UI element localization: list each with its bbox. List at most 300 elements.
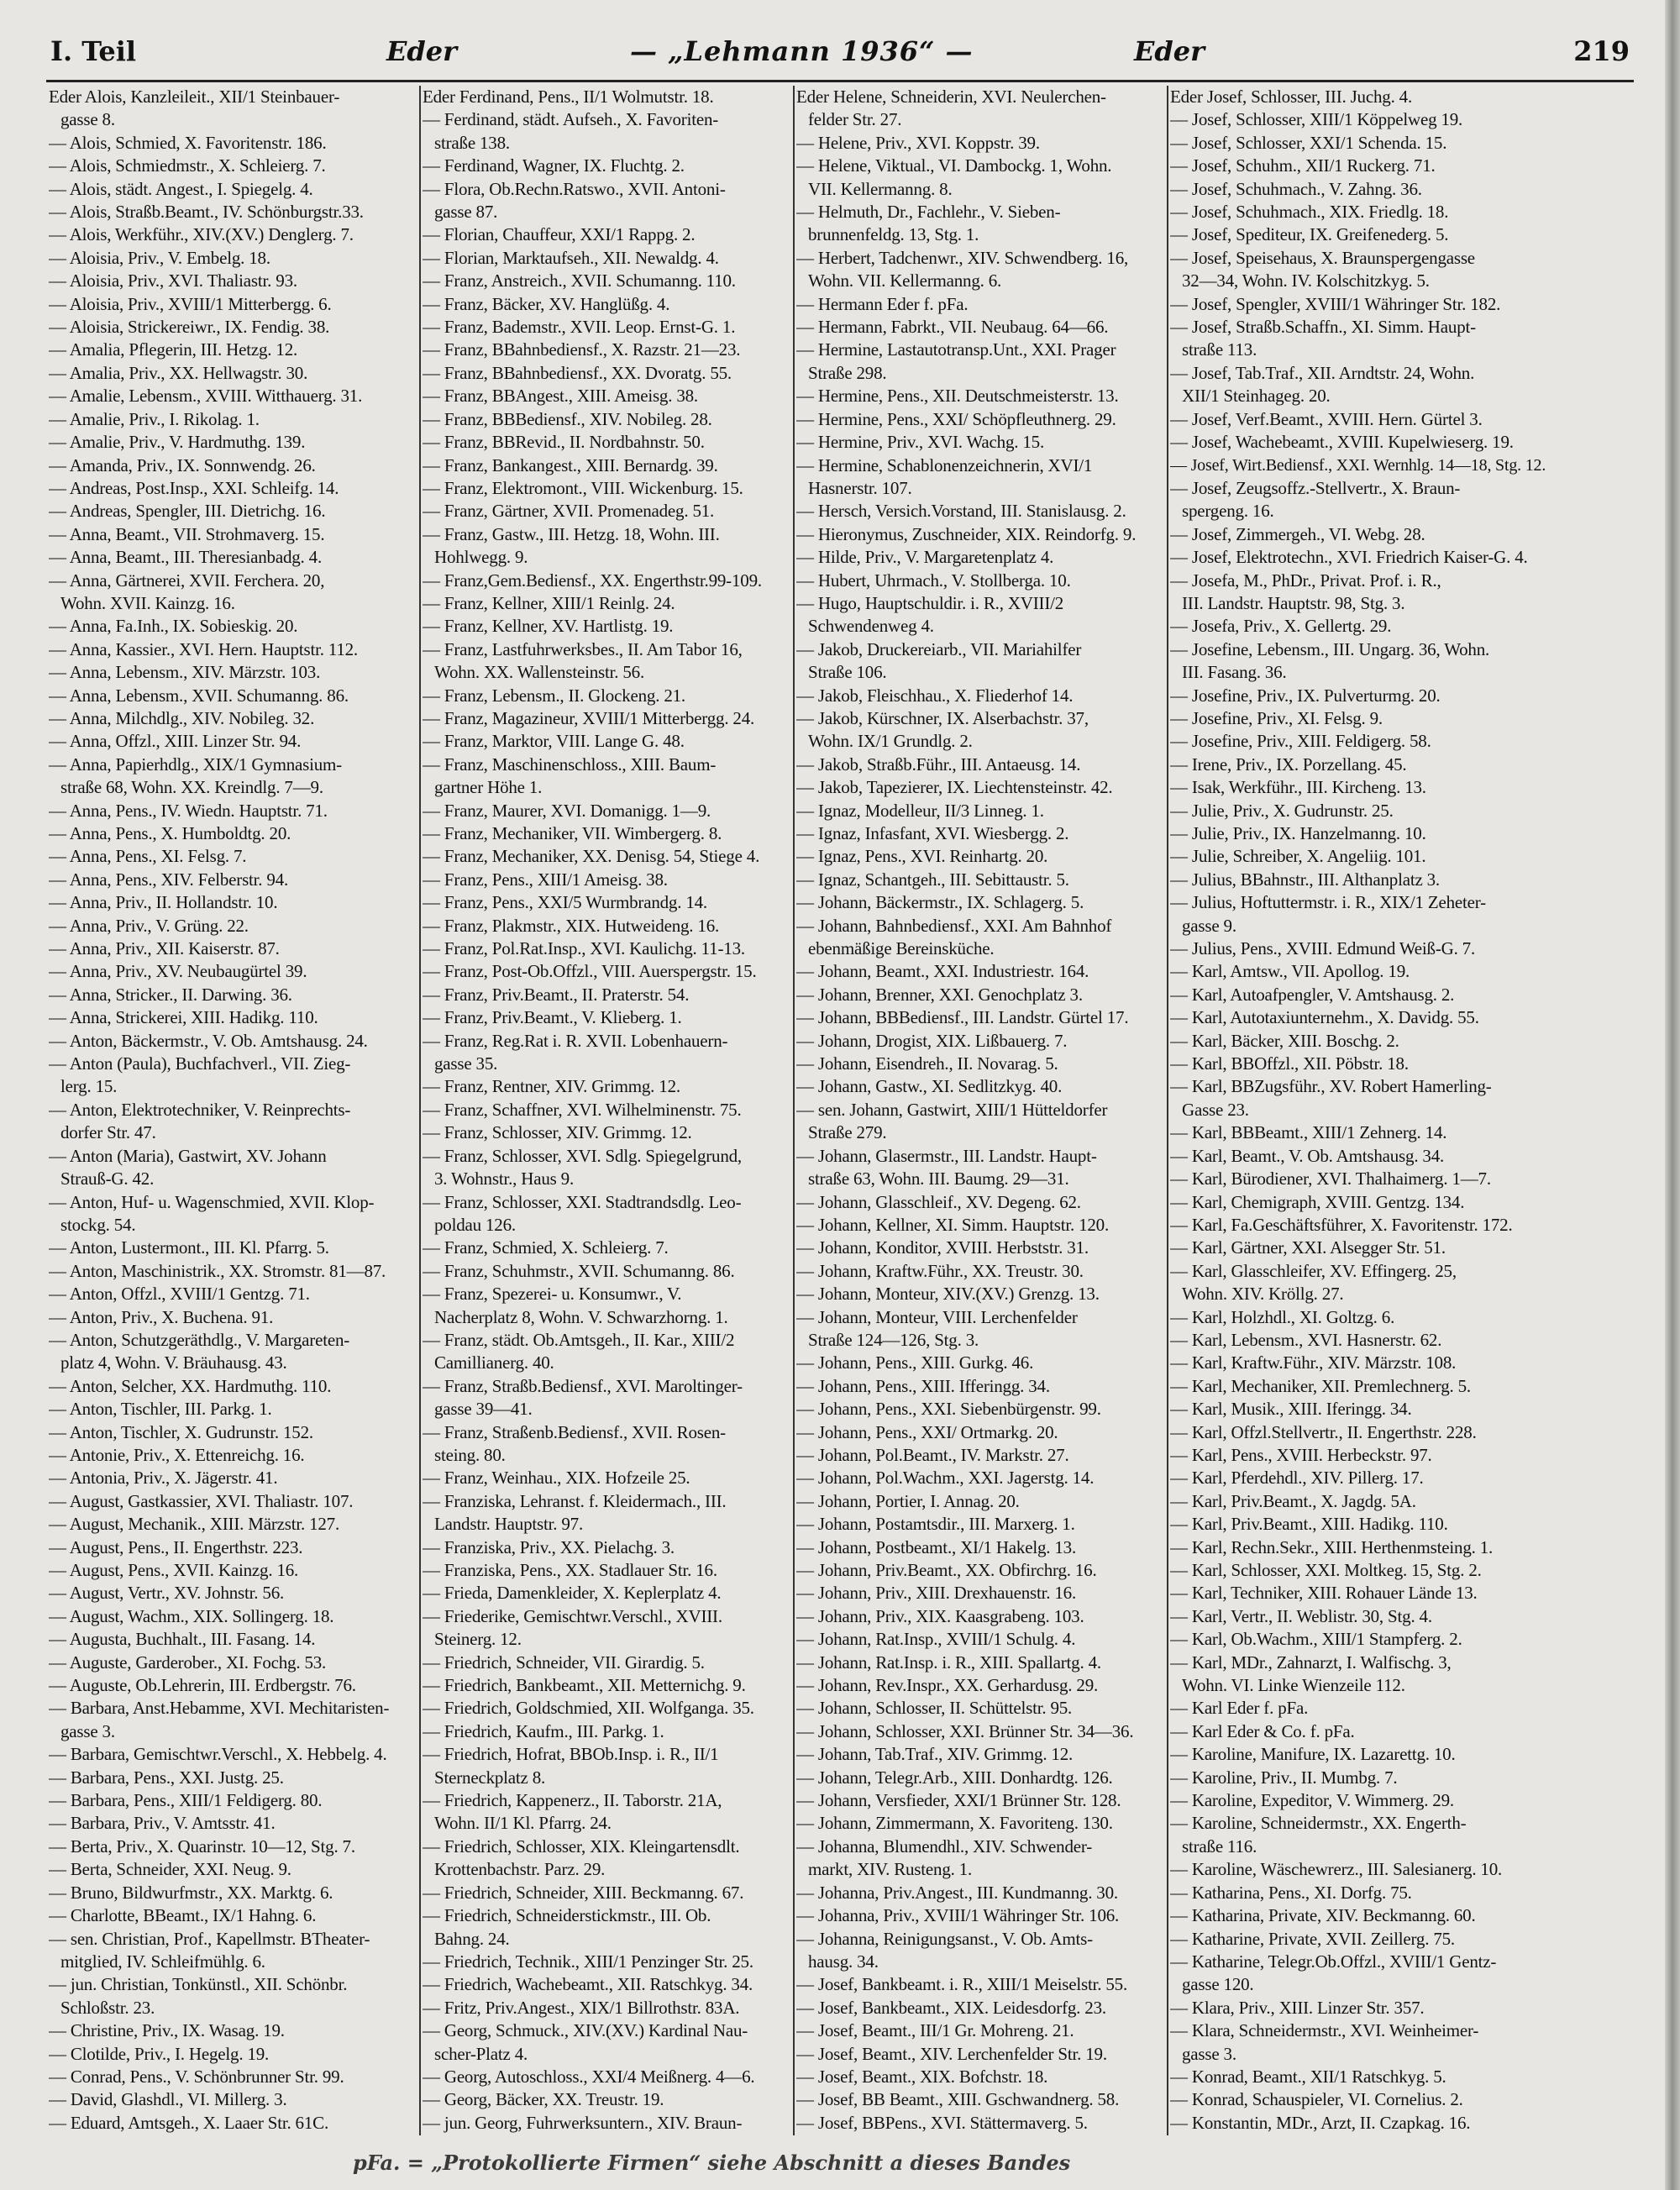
directory-entry-line: — Josef, Beamt., XIV. Lerchenfelder Str. 19.	[796, 2043, 1107, 2064]
directory-entry-line: — Anton (Paula), Buchfachverl., VII. Zieg-	[49, 1053, 351, 1074]
directory-entry-line: — Karl, MDr., Zahnarzt, I. Walfischg. 3,	[1170, 1652, 1452, 1673]
directory-entry-line: — Georg, Schmuck., XIV.(XV.) Kardinal Nau-	[423, 2020, 748, 2041]
directory-entry-line: — sen. Johann, Gastwirt, XIII/1 Hütteldorfer	[796, 1099, 1108, 1120]
directory-entry-line: — Hugo, Hauptschuldir. i. R., XVIII/2	[796, 592, 1064, 613]
directory-entry-line: — Katharine, Private, XVII. Zeillerg. 75.	[1170, 1928, 1455, 1949]
directory-entry-line: — Franziska, Pens., XX. Stadlauer Str. 16.	[423, 1560, 717, 1580]
directory-entry-line: Hasnerstr. 107.	[808, 477, 912, 498]
directory-entry-line: — Anna, Offzl., XIII. Linzer Str. 94.	[49, 731, 302, 752]
directory-entry-line: Gasse 23.	[1182, 1099, 1249, 1120]
directory-entry-line: — Georg, Bäcker, XX. Treustr. 19.	[423, 2089, 664, 2110]
directory-entry-line: — Karl, Priv.Beamt., X. Jagdg. 5A.	[1170, 1490, 1416, 1511]
directory-entry-line: — Josef, Schuhmach., XIX. Friedlg. 18.	[1170, 202, 1449, 223]
directory-entry-line: — Franz, Lebensm., II. Glockeng. 21.	[423, 685, 685, 706]
directory-entry-line: — Andreas, Post.Insp., XXI. Schleifg. 14.	[49, 477, 339, 498]
directory-entry-line: — Franz, Kellner, XV. Hartlistg. 19.	[423, 616, 674, 637]
directory-entry-line: — Josef, Beamt., III/1 Gr. Mohreng. 21.	[796, 2020, 1074, 2041]
directory-entry-line: poldau 126.	[434, 1214, 516, 1235]
directory-entry-line: — Johann, Pens., XIII. Ifferingg. 34.	[796, 1375, 1050, 1396]
directory-entry-line: — Josef, Wirt.Bediensf., XXI. Wernhlg. 14—18, Stg. 12.	[1170, 455, 1546, 475]
column-divider	[1167, 86, 1168, 2135]
directory-entry-line: — Josef, Straßb.Schaffn., XI. Simm. Haupt-	[1170, 317, 1476, 338]
directory-entry-line: — Karl, Techniker, XIII. Rohauer Lände 13.	[1170, 1583, 1478, 1604]
directory-entry-line: — Josef, Tab.Traf., XII. Arndtstr. 24, Wohn.	[1170, 362, 1475, 383]
directory-entry-line: Krottenbachstr. Parz. 29.	[434, 1859, 606, 1880]
directory-entry-line: — Johann, Pens., XIII. Gurkg. 46.	[796, 1352, 1034, 1373]
directory-entry-line: — Johann, Bahnbediensf., XXI. Am Bahnhof	[796, 915, 1112, 936]
directory-entry-line: — Hilde, Priv., V. Margaretenplatz 4.	[796, 547, 1054, 568]
header-left-name: Eder	[386, 35, 457, 67]
directory-entry-line: straße 138.	[434, 132, 510, 153]
directory-entry-line: Straße 124—126, Stg. 3.	[808, 1329, 979, 1350]
directory-entry-line: — Julius, Hoftuttermstr. i. R., XIX/1 Zeheter-	[1170, 892, 1486, 913]
directory-entry-line: — Anna, Milchdlg., XIV. Nobileg. 32.	[49, 707, 315, 728]
directory-entry-line: — Franziska, Priv., XX. Pielachg. 3.	[423, 1536, 675, 1557]
directory-column-1	[49, 86, 433, 2135]
directory-entry-line: — Franz, Mechaniker, VII. Wimbergerg. 8.	[423, 823, 722, 843]
directory-entry-line: straße 68, Wohn. XX. Kreindlg. 7—9.	[60, 777, 323, 798]
directory-entry-line: — August, Vertr., XV. Johnstr. 56.	[49, 1583, 285, 1604]
directory-entry-line: — Karl, Bürodiener, XVI. Thalhaimerg. 1—7.	[1170, 1169, 1491, 1190]
directory-entry-line: — Franz, Pens., XXI/5 Wurmbrandg. 14.	[423, 892, 707, 913]
directory-entry-line: — Konstantin, MDr., Arzt, II. Czapkag. 16.	[1170, 2112, 1471, 2133]
directory-entry-line: — Julie, Priv., X. Gudrunstr. 25.	[1170, 800, 1394, 821]
directory-entry-line: — Anna, Lebensm., XVII. Schumanng. 86.	[49, 685, 349, 706]
directory-entry-line: — Anton, Priv., X. Buchena. 91.	[49, 1306, 274, 1327]
directory-entry-line: — Karoline, Priv., II. Mumbg. 7.	[1170, 1767, 1398, 1788]
directory-entry-line: — Franz, Schuhmstr., XVII. Schumanng. 86.	[423, 1260, 735, 1281]
directory-entry-line: Eder Josef, Schlosser, III. Juchg. 4.	[1170, 87, 1413, 107]
directory-entry-line: — Franz, Pol.Rat.Insp., XVI. Kaulichg. 11-13.	[423, 938, 745, 959]
directory-entry-line: — Karl, BBZugsführ., XV. Robert Hamerling-	[1170, 1076, 1492, 1097]
directory-entry-line: — Franz, Post-Ob.Offzl., VIII. Auerspergstr. 15.	[423, 961, 757, 982]
directory-entry-line: — Karl, Priv.Beamt., XIII. Hadikg. 110.	[1170, 1514, 1448, 1535]
directory-entry-line: — Josefine, Priv., XIII. Feldigerg. 58.	[1170, 731, 1431, 752]
directory-entry-line: — Friedrich, Bankbeamt., XII. Metternichg. 9.	[423, 1675, 746, 1696]
directory-entry-line: Wohn. IX/1 Grundlg. 2.	[808, 731, 973, 752]
directory-entry-line: — Johann, Pens., XXI. Siebenbürgenstr. 99.	[796, 1399, 1101, 1420]
directory-entry-line: — August, Mechanik., XIII. Märzstr. 127.	[49, 1514, 340, 1535]
directory-entry-line: — Franz, Bademstr., XVII. Leop. Ernst-G. 1.	[423, 317, 736, 338]
directory-entry-line: — Charlotte, BBeamt., IX/1 Hahng. 6.	[49, 1905, 317, 1926]
directory-entry-line: — Josef, Elektrotechn., XVI. Friedrich Kaiser-G. 4.	[1170, 547, 1528, 568]
directory-entry-line: — Karoline, Schneidermstr., XX. Engerth-	[1170, 1813, 1467, 1834]
directory-entry-line: Sterneckplatz 8.	[434, 1767, 546, 1788]
directory-entry-line: — Franz, Gastw., III. Hetzg. 18, Wohn. III.	[423, 523, 720, 544]
directory-entry-line: — Barbara, Priv., V. Amtsstr. 41.	[49, 1813, 276, 1834]
directory-entry-line: mitglied, IV. Schleifmühlg. 6.	[60, 1951, 265, 1972]
directory-entry-line: — Karoline, Manifure, IX. Lazarettg. 10.	[1170, 1744, 1456, 1765]
directory-entry-line: — jun. Christian, Tonkünstl., XII. Schönbr.	[49, 1974, 348, 1995]
directory-column-4	[1170, 86, 1555, 2135]
directory-entry-line: — Clotilde, Priv., I. Hegelg. 19.	[49, 2043, 270, 2064]
directory-entry-line: — Franz, Schlosser, XVI. Sdlg. Spiegelgrund,	[423, 1145, 742, 1166]
directory-entry-line: — Johann, Glasermstr., III. Landstr. Haupt-	[796, 1145, 1097, 1166]
directory-entry-line: gasse 3.	[1182, 2043, 1236, 2064]
directory-entry-line: — Franz, Schmied, X. Schleierg. 7.	[423, 1237, 669, 1258]
directory-entry-line: — Fritz, Priv.Angest., XIX/1 Billrothstr. 83A.	[423, 1997, 740, 2018]
directory-entry-line: — Franz, städt. Ob.Amtsgeh., II. Kar., XIII/2	[423, 1329, 735, 1350]
directory-entry-line: — Hermine, Pens., XXI/ Schöpfleuthnerg. 29.	[796, 408, 1116, 429]
directory-entry-line: — Helene, Priv., XVI. Koppstr. 39.	[796, 132, 1040, 153]
directory-entry-line: — Katharina, Private, XIV. Beckmanng. 60.	[1170, 1905, 1476, 1926]
directory-entry-line: — Amalie, Lebensm., XVIII. Witthauerg. 31.	[49, 386, 363, 407]
directory-entry-line: — Ferdinand, städt. Aufseh., X. Favoriten-	[423, 109, 719, 130]
directory-entry-line: — Anton (Maria), Gastwirt, XV. Johann	[49, 1145, 327, 1166]
directory-entry-line: — Josef, Schlosser, XIII/1 Köppelweg 19.	[1170, 109, 1463, 130]
directory-entry-line: — Hermine, Lastautotransp.Unt., XXI. Prager	[796, 339, 1116, 360]
directory-entry-line: — Franz, BBBediensf., XIV. Nobileg. 28.	[423, 408, 712, 429]
directory-entry-line: — Anton, Tischler, X. Gudrunstr. 152.	[49, 1421, 313, 1442]
directory-entry-line: — Georg, Autoschloss., XXI/4 Meißnerg. 4—6.	[423, 2066, 755, 2087]
directory-entry-line: — Franz, Priv.Beamt., V. Klieberg. 1.	[423, 1007, 682, 1028]
footer-note: pFa. = „Protokollierte Firmen“ siehe Abschnitt a dieses Bandes	[353, 2151, 1071, 2175]
directory-entry-line: — Klara, Priv., XIII. Linzer Str. 357.	[1170, 1997, 1425, 2018]
directory-entry-line: — Amalie, Priv., I. Rikolag. 1.	[49, 408, 260, 429]
directory-entry-line: — Augusta, Buchhalt., III. Fasang. 14.	[49, 1629, 316, 1650]
directory-entry-line: lerg. 15.	[60, 1076, 118, 1097]
directory-entry-line: — Hermann, Fabrkt., VII. Neubaug. 64—66.	[796, 317, 1109, 338]
directory-entry-line: Wohn. VII. Kellermanng. 6.	[808, 270, 1002, 291]
directory-entry-line: — jun. Georg, Fuhrwerksuntern., XIV. Braun-	[423, 2112, 743, 2133]
directory-entry-line: — Franz, Pens., XIII/1 Ameisg. 38.	[423, 869, 668, 890]
directory-entry-line: — Irene, Priv., IX. Porzellang. 45.	[1170, 754, 1407, 775]
directory-entry-line: — Hermann Eder f. pFa.	[796, 293, 969, 314]
directory-entry-line: XII/1 Steinhageg. 20.	[1182, 386, 1331, 407]
directory-entry-line: — Friedrich, Schneider, XIII. Beckmanng. 67.	[423, 1882, 744, 1903]
directory-entry-line: — Josef, Schuhm., XII/1 Ruckerg. 71.	[1170, 155, 1436, 176]
directory-entry-line: — Aloisia, Priv., XVIII/1 Mitterbergg. 6.	[49, 293, 332, 314]
directory-entry-line: — Karl, Gärtner, XXI. Alsegger Str. 51.	[1170, 1237, 1446, 1258]
directory-entry-line: — Karl Eder f. pFa.	[1170, 1698, 1309, 1719]
directory-entry-line: — Anna, Stricker., II. Darwing. 36.	[49, 984, 292, 1005]
directory-entry-line: — Hermine, Schablonenzeichnerin, XVI/1	[796, 454, 1093, 475]
directory-entry-line: — Josef, Schlosser, XXI/1 Schenda. 15.	[1170, 132, 1447, 153]
directory-entry-line: — Anna, Priv., XII. Kaiserstr. 87.	[49, 938, 280, 959]
directory-entry-line: — Franz, Lastfuhrwerksbes., II. Am Tabor 16,	[423, 638, 743, 659]
directory-entry-line: — August, Pens., II. Engerthstr. 223.	[49, 1536, 303, 1557]
directory-entry-line: — Franz, Bäcker, XV. Hanglüßg. 4.	[423, 293, 670, 314]
directory-entry-line: — Johann, Pol.Beamt., IV. Markstr. 27.	[796, 1444, 1069, 1465]
column-divider	[419, 86, 421, 2135]
directory-entry-line: — Hersch, Versich.Vorstand, III. Stanislausg. 2.	[796, 501, 1126, 522]
directory-entry-line: — Anton, Tischler, III. Parkg. 1.	[49, 1399, 272, 1420]
directory-entry-line: — sen. Christian, Prof., Kapellmstr. BTheater-	[49, 1928, 370, 1949]
directory-entry-line: Wohn. VI. Linke Wienzeile 112.	[1182, 1675, 1405, 1696]
directory-entry-line: — Anna, Beamt., III. Theresianbadg. 4.	[49, 547, 323, 568]
directory-entry-line: — Johann, BBBediensf., III. Landstr. Gürtel 17.	[796, 1007, 1129, 1028]
directory-entry-line: Steinerg. 12.	[434, 1629, 522, 1650]
directory-entry-line: — Josefine, Priv., IX. Pulverturmg. 20.	[1170, 685, 1441, 706]
directory-entry-line: — Johann, Tab.Traf., XIV. Grimmg. 12.	[796, 1744, 1074, 1765]
directory-entry-line: VII. Kellermanng. 8.	[808, 178, 953, 199]
directory-entry-line: — Amalie, Priv., V. Hardmuthg. 139.	[49, 432, 306, 453]
directory-entry-line: — Karl, Bäcker, XIII. Boschg. 2.	[1170, 1030, 1399, 1051]
directory-entry-line: — Franz, Plakmstr., XIX. Hutweideng. 16.	[423, 915, 720, 936]
directory-entry-line: — Johann, Rev.Inspr., XX. Gerhardusg. 29.	[796, 1675, 1099, 1696]
directory-entry-line: — Berta, Priv., X. Quarinstr. 10—12, Stg. 7.	[49, 1836, 355, 1857]
directory-entry-line: — Karl, Ob.Wachm., XIII/1 Stampferg. 2.	[1170, 1629, 1462, 1650]
directory-entry-line: — Anton, Elektrotechniker, V. Reinprechts-	[49, 1099, 351, 1120]
directory-entry-line: — Franz, Maschinenschloss., XIII. Baum-	[423, 754, 717, 775]
directory-entry-line: brunnenfeldg. 13, Stg. 1.	[808, 224, 979, 245]
directory-entry-line: platz 4, Wohn. V. Bräuhausg. 43.	[60, 1352, 287, 1373]
directory-entry-line: — Johanna, Blumendhl., XIV. Schwender-	[796, 1836, 1093, 1857]
directory-column-3	[796, 86, 1181, 2135]
directory-entry-line: — Karl, Amtsw., VII. Apollog. 19.	[1170, 961, 1410, 982]
directory-entry-line: — Barbara, Anst.Hebamme, XVI. Mechitaristen-	[49, 1698, 390, 1719]
directory-entry-line: — Johann, Schlosser, II. Schüttelstr. 95.	[796, 1698, 1073, 1719]
directory-entry-line: — Karoline, Wäschewrerz., III. Salesianerg. 10.	[1170, 1859, 1503, 1880]
directory-entry-line: — Amalia, Pflegerin, III. Hetzg. 12.	[49, 339, 298, 360]
directory-entry-line: — Karl, Mechaniker, XII. Premlechnerg. 5.	[1170, 1375, 1471, 1396]
directory-entry-line: — Josef, Verf.Beamt., XVIII. Hern. Gürtel 3.	[1170, 408, 1483, 429]
directory-entry-line: — Johann, Rat.Insp. i. R., XIII. Spallartg. 4.	[796, 1652, 1101, 1673]
directory-entry-line: — Hermine, Pens., XII. Deutschmeisterstr. 13.	[796, 386, 1119, 407]
directory-entry-line: Straße 298.	[808, 362, 887, 383]
directory-entry-line: — Johann, Eisendreh., II. Novarag. 5.	[796, 1053, 1058, 1074]
directory-entry-line: — Andreas, Spengler, III. Dietrichg. 16.	[49, 501, 326, 522]
directory-entry-line: — Johanna, Priv.Angest., III. Kundmanng. 30.	[796, 1882, 1118, 1903]
directory-entry-line: — Josef, Schuhmach., V. Zahng. 36.	[1170, 178, 1422, 199]
directory-entry-line: — Johann, Priv., XIX. Kaasgrabeng. 103.	[796, 1605, 1084, 1626]
directory-entry-line: — Franz, Schlosser, XIV. Grimmg. 12.	[423, 1122, 692, 1143]
directory-entry-line: — Auguste, Ob.Lehrerin, III. Erdbergstr. 76.	[49, 1675, 356, 1696]
directory-entry-line: — Anna, Priv., V. Grüng. 22.	[49, 915, 249, 936]
directory-entry-line: — Anna, Priv., II. Hollandstr. 10.	[49, 892, 278, 913]
directory-entry-line: — Josefa, Priv., X. Gellertg. 29.	[1170, 616, 1392, 637]
directory-entry-line: — Ferdinand, Wagner, IX. Fluchtg. 2.	[423, 155, 685, 176]
directory-entry-line: — Karl, Pens., XVIII. Herbeckstr. 97.	[1170, 1444, 1432, 1465]
directory-entry-line: — Anton, Bäckermstr., V. Ob. Amtshausg. 24.	[49, 1030, 368, 1051]
directory-entry-line: — Jakob, Straßb.Führ., III. Antaeusg. 14.	[796, 754, 1081, 775]
directory-entry-line: — Anton, Lustermont., III. Kl. Pfarrg. 5.	[49, 1237, 329, 1258]
directory-entry-line: — Johann, Konditor, XVIII. Herbststr. 31.	[796, 1237, 1089, 1258]
directory-entry-line: — Barbara, Pens., XXI. Justg. 25.	[49, 1767, 284, 1788]
directory-entry-line: — Johann, Kellner, XI. Simm. Hauptstr. 120.	[796, 1214, 1110, 1235]
directory-entry-line: gasse 87.	[434, 202, 498, 223]
directory-entry-line: — Josefine, Lebensm., III. Ungarg. 36, Wohn.	[1170, 638, 1490, 659]
directory-entry-line: — Franz, Straßenb.Bediensf., XVII. Rosen-	[423, 1421, 726, 1442]
directory-entry-line: — Auguste, Garderober., XI. Fochg. 53.	[49, 1652, 327, 1673]
directory-entry-line: — Barbara, Gemischtwr.Verschl., X. Hebbelg. 4.	[49, 1744, 387, 1765]
directory-entry-line: stockg. 54.	[60, 1214, 136, 1235]
directory-entry-line: — Flora, Ob.Rechn.Ratswo., XVII. Antoni-	[423, 178, 726, 199]
directory-entry-line: straße 113.	[1182, 339, 1257, 360]
directory-entry-line: Eder Alois, Kanzleileit., XII/1 Steinbauer-	[49, 87, 340, 107]
header-part: I. Teil	[50, 35, 137, 67]
directory-entry-line: — Franz, Elektromont., VIII. Wickenburg. 15.	[423, 477, 743, 498]
directory-entry-line: — Anna, Papierhdlg., XIX/1 Gymnasium-	[49, 754, 342, 775]
directory-entry-line: — Bruno, Bildwurfmstr., XX. Marktg. 6.	[49, 1882, 333, 1903]
directory-entry-line: — Franz, Mechaniker, XX. Denisg. 54, Stiege 4.	[423, 846, 760, 867]
directory-entry-line: — Anna, Pens., X. Humboldtg. 20.	[49, 823, 291, 843]
directory-entry-line: — Franz, Schaffner, XVI. Wilhelminenstr. 75.	[423, 1099, 742, 1120]
directory-entry-line: — Florian, Chauffeur, XXI/1 Rappg. 2.	[423, 224, 696, 245]
directory-entry-line: III. Fasang. 36.	[1182, 662, 1287, 683]
directory-entry-line: — Karl, Lebensm., XVI. Hasnerstr. 62.	[1170, 1329, 1442, 1350]
directory-entry-line: — Karl, Rechn.Sekr., XIII. Herthenmsteing. 1.	[1170, 1536, 1494, 1557]
directory-entry-line: — Anna, Gärtnerei, XVII. Ferchera. 20,	[49, 570, 325, 591]
directory-entry-line: — Amanda, Priv., IX. Sonnwendg. 26.	[49, 454, 316, 475]
directory-entry-line: Straße 106.	[808, 662, 887, 683]
directory-entry-line: — Johann, Pol.Wachm., XXI. Jagerstg. 14.	[796, 1468, 1095, 1489]
directory-entry-line: — Amalia, Priv., XX. Hellwagstr. 30.	[49, 362, 308, 383]
directory-entry-line: — Franz, BBahnbediensf., X. Razstr. 21—23.	[423, 339, 741, 360]
directory-entry-line: — Karoline, Expeditor, V. Wimmerg. 29.	[1170, 1790, 1454, 1811]
directory-entry-line: — David, Glashdl., VI. Millerg. 3.	[49, 2089, 287, 2110]
directory-entry-line: gartner Höhe 1.	[434, 777, 543, 798]
directory-entry-line: — Alois, Werkführ., XIV.(XV.) Denglerg. 7.	[49, 224, 354, 245]
header-right-name: Eder	[1134, 35, 1205, 67]
page-number: 219	[1573, 35, 1630, 67]
directory-entry-line: — August, Gastkassier, XVI. Thaliastr. 107.	[49, 1490, 354, 1511]
directory-entry-line: gasse 39—41.	[434, 1399, 533, 1420]
directory-entry-line: — Franz, Reg.Rat i. R. XVII. Lobenhauern-	[423, 1030, 728, 1051]
directory-entry-line: — Johann, Schlosser, XXI. Brünner Str. 34—36.	[796, 1720, 1134, 1741]
directory-entry-line: — Josef, Speisehaus, X. Braunspergengasse	[1170, 247, 1475, 268]
directory-entry-line: — Franz, Priv.Beamt., II. Praterstr. 54.	[423, 984, 690, 1005]
directory-entry-line: — Jakob, Kürschner, IX. Alserbachstr. 37,	[796, 707, 1089, 728]
directory-entry-line: — Franz, Weinhau., XIX. Hofzeile 25.	[423, 1468, 690, 1489]
directory-entry-line: — Franz, Spezerei- u. Konsumwr., V.	[423, 1284, 682, 1305]
directory-entry-line: — Eduard, Amtsgeh., X. Laaer Str. 61C.	[49, 2112, 329, 2133]
directory-entry-line: — Johann, Brenner, XXI. Genochplatz 3.	[796, 984, 1083, 1005]
directory-entry-line: — Anna, Kassier., XVI. Hern. Hauptstr. 112.	[49, 638, 358, 659]
directory-entry-line: — Katharina, Pens., XI. Dorfg. 75.	[1170, 1882, 1412, 1903]
directory-entry-line: — Karl, Chemigraph, XVIII. Gentzg. 134.	[1170, 1191, 1465, 1212]
directory-entry-line: gasse 9.	[1182, 915, 1236, 936]
directory-entry-line: Strauß-G. 42.	[60, 1169, 155, 1190]
directory-entry-line: — Friedrich, Schneider, VII. Girardig. 5.	[423, 1652, 705, 1673]
directory-entry-line: — Franz, BBAngest., XIII. Ameisg. 38.	[423, 386, 698, 407]
directory-entry-line: — Friedrich, Schneiderstickmstr., III. Ob.	[423, 1905, 711, 1926]
directory-entry-line: — Friedrich, Goldschmied, XII. Wolfganga. 35.	[423, 1698, 754, 1719]
directory-entry-line: — Julie, Schreiber, X. Angeliig. 101.	[1170, 846, 1426, 867]
directory-entry-line: gasse 3.	[60, 1720, 115, 1741]
directory-entry-line: — Christine, Priv., IX. Wasag. 19.	[49, 2020, 285, 2041]
directory-entry-line: — Johann, Gastw., XI. Sedlitzkyg. 40.	[796, 1076, 1063, 1097]
directory-entry-line: — Katharine, Telegr.Ob.Offzl., XVIII/1 Gentz-	[1170, 1951, 1497, 1972]
directory-entry-line: — Josef, BB Beamt., XIII. Gschwandnerg. 58.	[796, 2089, 1120, 2110]
directory-entry-line: — Julius, BBahnstr., III. Althanplatz 3.	[1170, 869, 1440, 890]
directory-entry-line: Hohlwegg. 9.	[434, 547, 528, 568]
directory-entry-line: — Franz, BBRevid., II. Nordbahnstr. 50.	[423, 432, 705, 453]
directory-entry-line: — Friedrich, Hofrat, BBOb.Insp. i. R., II/1	[423, 1744, 719, 1765]
directory-entry-line: — Johanna, Priv., XVIII/1 Währinger Str. 106.	[796, 1905, 1120, 1926]
directory-entry-line: — Anton, Maschinistrik., XX. Stromstr. 81—87.	[49, 1260, 386, 1281]
directory-entry-line: — Konrad, Schauspieler, VI. Cornelius. 2.	[1170, 2089, 1463, 2110]
directory-entry-line: — Ignaz, Pens., XVI. Reinhartg. 20.	[796, 846, 1048, 867]
directory-entry-line: — Josefine, Priv., XI. Felsg. 9.	[1170, 707, 1383, 728]
directory-entry-line: 3. Wohnstr., Haus 9.	[434, 1169, 575, 1190]
directory-entry-line: gasse 35.	[434, 1053, 498, 1074]
directory-entry-line: — Johann, Monteur, XIV.(XV.) Grenzg. 13.	[796, 1284, 1100, 1305]
directory-entry-line: — Franz, Straßb.Bediensf., XVI. Maroltinger-	[423, 1375, 743, 1396]
directory-entry-line: — Friedrich, Kaufm., III. Parkg. 1.	[423, 1720, 664, 1741]
directory-entry-line: — Hermine, Priv., XVI. Wachg. 15.	[796, 432, 1044, 453]
directory-entry-line: — Johann, Rat.Insp., XVIII/1 Schulg. 4.	[796, 1629, 1076, 1650]
directory-entry-line: — Jakob, Fleischhau., X. Fliederhof 14.	[796, 685, 1074, 706]
directory-entry-line: — Josef, Bankbeamt., XIX. Leidesdorfg. 23.	[796, 1997, 1106, 2018]
directory-entry-line: markt, XIV. Rusteng. 1.	[808, 1859, 973, 1880]
directory-entry-line: — Anton, Offzl., XVIII/1 Gentzg. 71.	[49, 1284, 310, 1305]
directory-entry-line: — Helene, Viktual., VI. Dambockg. 1, Wohn.	[796, 155, 1112, 176]
directory-entry-line: — Johann, Kraftw.Führ., XX. Treustr. 30.	[796, 1260, 1084, 1281]
directory-entry-line: — Karl, Autoafpengler, V. Amtshausg. 2.	[1170, 984, 1455, 1005]
directory-entry-line: — Johann, Postbeamt., XI/1 Hakelg. 13.	[796, 1536, 1077, 1557]
directory-entry-line: Landstr. Hauptstr. 97.	[434, 1514, 584, 1535]
directory-entry-line: — Friedrich, Schlosser, XIX. Kleingartensdlt.	[423, 1836, 740, 1857]
directory-entry-line: — Hubert, Uhrmach., V. Stollberga. 10.	[796, 570, 1071, 591]
directory-entry-line: — Johann, Drogist, XIX. Lißbauerg. 7.	[796, 1030, 1068, 1051]
directory-entry-line: ebenmäßige Bereinsküche.	[808, 938, 995, 959]
directory-entry-line: — Johann, Monteur, VIII. Lerchenfelder	[796, 1306, 1078, 1327]
directory-entry-line: — Friederike, Gemischtwr.Verschl., XVIII.	[423, 1605, 722, 1626]
directory-entry-line: — Karl, Offzl.Stellvertr., II. Engerthstr. 228.	[1170, 1421, 1477, 1442]
directory-entry-line: straße 116.	[1182, 1836, 1257, 1857]
directory-entry-line: — Franz, Bankangest., XIII. Bernardg. 39.	[423, 454, 718, 475]
directory-entry-line: — Ignaz, Schantgeh., III. Sebittaustr. 5.	[796, 869, 1069, 890]
directory-entry-line: — Helmuth, Dr., Fachlehr., V. Sieben-	[796, 202, 1061, 223]
directory-entry-line: gasse 120.	[1182, 1974, 1254, 1995]
directory-entry-line: Wohn. XVII. Kainzg. 16.	[60, 592, 235, 613]
directory-entry-line: — Josef, Zimmergeh., VI. Webg. 28.	[1170, 523, 1425, 544]
directory-entry-line: Schloßstr. 23.	[60, 1997, 155, 2018]
directory-entry-line: — Josef, Beamt., XIX. Bofchstr. 18.	[796, 2066, 1048, 2087]
directory-entry-line: — Karl Eder & Co. f. pFa.	[1170, 1720, 1355, 1741]
directory-entry-line: — Johann, Bäckermstr., IX. Schlagerg. 5.	[796, 892, 1084, 913]
directory-entry-line: scher-Platz 4.	[434, 2043, 528, 2064]
directory-entry-line: Wohn. II/1 Kl. Pfarrg. 24.	[434, 1813, 612, 1834]
directory-entry-line: — Antonie, Priv., X. Ettenreichg. 16.	[49, 1444, 305, 1465]
directory-entry-line: — Johann, Portier, I. Annag. 20.	[796, 1490, 1020, 1511]
directory-entry-line: — Johann, Postamtsdir., III. Marxerg. 1.	[796, 1514, 1075, 1535]
directory-entry-line: — Ignaz, Infasfant, XVI. Wiesbergg. 2.	[796, 823, 1069, 843]
directory-entry-line: — Josef, Zeugsoffz.-Stellvertr., X. Braun-	[1170, 477, 1461, 498]
directory-entry-line: — Josef, Bankbeamt. i. R., XIII/1 Meiselstr. 55.	[796, 1974, 1128, 1995]
page-edge	[1665, 0, 1680, 2190]
directory-entry-line: — Josef, Spediteur, IX. Greifenederg. 5.	[1170, 224, 1449, 245]
header-rule	[46, 80, 1634, 82]
directory-entry-line: — Franz, Magazineur, XVIII/1 Mitterbergg. 24.	[423, 707, 755, 728]
directory-entry-line: — Berta, Schneider, XXI. Neug. 9.	[49, 1859, 291, 1880]
directory-entry-line: — Johann, Versfieder, XXI/1 Brünner Str. 128.	[796, 1790, 1121, 1811]
directory-entry-line: — Franz, Schlosser, XXI. Stadtrandsdlg. Leo-	[423, 1191, 742, 1212]
directory-entry-line: — Julius, Pens., XVIII. Edmund Weiß-G. 7.	[1170, 938, 1476, 959]
directory-entry-line: — Ignaz, Modelleur, II/3 Linneg. 1.	[796, 800, 1044, 821]
directory-entry-line: — Anna, Priv., XV. Neubaugürtel 39.	[49, 961, 307, 982]
directory-entry-line: Schwendenweg 4.	[808, 616, 934, 637]
directory-entry-line: — Herbert, Tadchenwr., XIV. Schwendberg. 16,	[796, 247, 1129, 268]
directory-entry-line: — Friedrich, Technik., XIII/1 Penzinger Str. 25.	[423, 1951, 753, 1972]
directory-entry-line: — Barbara, Pens., XIII/1 Feldigerg. 80.	[49, 1790, 323, 1811]
directory-entry-line: — Karl, Kraftw.Führ., XIV. Märzstr. 108.	[1170, 1352, 1457, 1373]
directory-entry-line: — Friedrich, Kappenerz., II. Taborstr. 21A,	[423, 1790, 722, 1811]
directory-entry-line: — Karl, Pferdehdl., XIV. Pillerg. 17.	[1170, 1468, 1424, 1489]
directory-entry-line: — Josef, Spengler, XVIII/1 Währinger Str. 182.	[1170, 293, 1501, 314]
directory-entry-line: — Franziska, Lehranst. f. Kleidermach., III.	[423, 1490, 727, 1511]
directory-entry-line: — Johann, Priv.Beamt., XX. Obfirchrg. 16.	[796, 1560, 1097, 1580]
directory-entry-line: — Karl, Beamt., V. Ob. Amtshausg. 34.	[1170, 1145, 1445, 1166]
directory-entry-line: — Alois, städt. Angest., I. Spiegelg. 4.	[49, 178, 313, 199]
directory-entry-line: — Anna, Beamt., VII. Strohmaverg. 15.	[49, 523, 325, 544]
directory-entry-line: Wohn. XIV. Kröllg. 27.	[1182, 1284, 1344, 1305]
directory-entry-line: Bahng. 24.	[434, 1928, 510, 1949]
directory-entry-line: — Karl, Autotaxiunternehm., X. Davidg. 55.	[1170, 1007, 1479, 1028]
directory-entry-line: — Johann, Glasschleif., XV. Degeng. 62.	[796, 1191, 1081, 1212]
directory-entry-line: — Antonia, Priv., X. Jägerstr. 41.	[49, 1468, 278, 1489]
